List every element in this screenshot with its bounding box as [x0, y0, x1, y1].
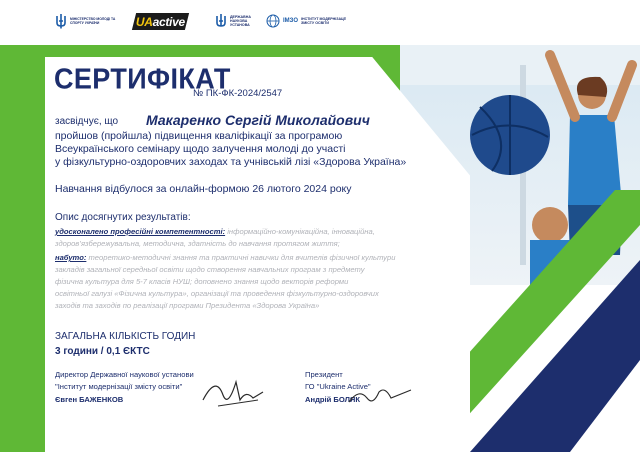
improved-text: інформаційно-комунікаційна, інноваційна, [225, 227, 375, 236]
ministry-name: МІНІСТЕРСТВО МОЛОДІ ТА СПОРТУ УКРАЇНИ [70, 17, 116, 25]
hours-heading: ЗАГАЛЬНА КІЛЬКІСТЬ ГОДИН [55, 331, 196, 342]
acquired-text-line-5: заходів та заходів по реалізації програми Президента «Здорова Україна» [55, 301, 320, 310]
institute-name: ІНСТИТУТ МОДЕРНІЗАЦІЇ ЗМІСТУ ОСВІТИ [301, 16, 346, 25]
training-date: Навчання відбулося за онлайн-формою 26 лютого 2024 року [55, 183, 352, 195]
signature-1 [198, 370, 268, 415]
signer2-name: Андрій БОЛЯК [305, 395, 361, 404]
program-line-1: пройшов (пройшла) підвищення кваліфікації за програмою [55, 130, 343, 142]
improved-label: удосконалено професійні компетентності: [55, 227, 226, 236]
program-line-3: у фізкультурно-оздоровчих заходах та учнівській лізі «Здорова Україна» [55, 156, 407, 168]
certificate-number: № ПК-ФК-2024/2547 [193, 88, 283, 99]
signer1-title-1: Директор Державної наукової установи [55, 370, 194, 379]
signer1-name: Євген БАЖЕНКОВ [55, 395, 124, 404]
ua-active-prefix: UA [136, 14, 153, 29]
trident-icon [215, 13, 227, 29]
imzo-logo [215, 13, 351, 29]
trident-icon [55, 13, 67, 29]
signer2-title-2: ГО "Ukraine Active" [305, 382, 371, 391]
acquired-text-line-2: закладів загальної середньої освіти щодо створення навчальних програм з предмету [55, 265, 365, 274]
ministry-logo [55, 13, 116, 29]
acquired-label: набуто: [55, 253, 87, 262]
results-heading: Опис досягнутих результатів: [55, 212, 191, 223]
ua-active-logo [132, 13, 189, 30]
acquired-text: теоретико-методичні знання та практичні навички для вчителів фізичної культури [86, 253, 396, 262]
signature-2 [345, 380, 415, 410]
signer1-title-2: "Інститут модернізації змісту освіти" [55, 382, 183, 391]
ua-active-suffix: active [152, 14, 185, 29]
acquired-text-line-3: фізична культура для 5-7 класів НУШ; доповнено знання щодо векторів реформи [55, 277, 349, 286]
globe-icon [266, 14, 280, 28]
certificate-title: СЕРТИФІКАТ [54, 63, 231, 95]
acquired-skills [55, 253, 395, 262]
imzo-badge: ІМЗО [283, 18, 299, 24]
hours-value: 3 години / 0,1 ЄКТС [55, 346, 150, 357]
program-line-2: Всеукраїнського семінару щодо залучення молоді до участі [55, 143, 346, 155]
signer2-title-1: Президент [305, 370, 343, 379]
header-logo-bar [0, 0, 640, 45]
state-institution-label: ДЕРЖАВНА НАУКОВА УСТАНОВА [230, 14, 251, 28]
certifies-label: засвідчує, що [55, 116, 119, 127]
acquired-text-line-4: освітньої галузі «Фізична культура», організації та проведення фізкультурно-оздоровчих [55, 289, 379, 298]
recipient-name: Макаренко Сергій Миколайович [146, 112, 370, 128]
improved-text-line-2: здоров’язбережувальна, методична, здатність до навчання протягом життя; [55, 239, 340, 248]
improved-competencies [55, 227, 375, 236]
